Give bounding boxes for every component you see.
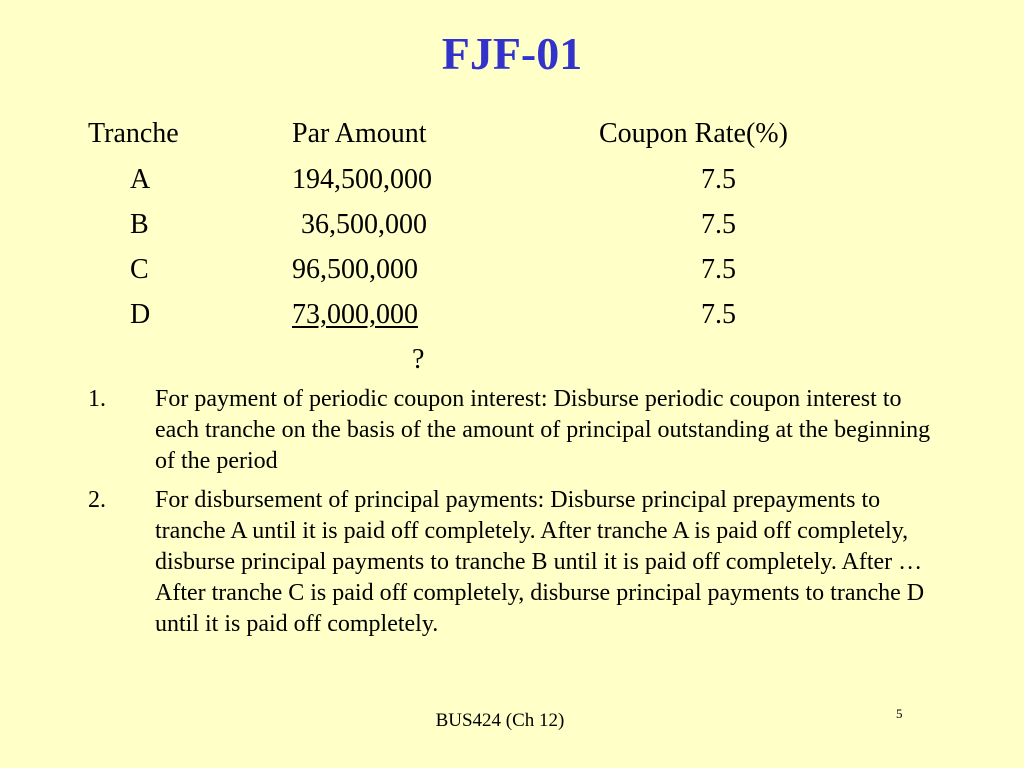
tranche-table	[0, 112, 1024, 382]
list-item-text: For disbursement of principal payments: Disburse principal prepayments to tranche A until it is paid off completely. After tranche A is paid off completely, disburse principal payments to tranche B until it is paid off completely. After … After tranche C is paid off completely, disburse principal payments to tranche D until it is paid off completely.	[155, 487, 925, 637]
list-item-text: For payment of periodic coupon interest: Disburse periodic coupon interest to each tranche on the basis of the amount of principal outstanding at the beginning of the period	[155, 386, 931, 474]
footer-course-label: BUS424 (Ch 12)	[435, 710, 565, 731]
slide-page-number: 5	[896, 706, 903, 721]
row-a-par: 194,500,000	[292, 164, 432, 195]
row-c-coupon: 7.5	[701, 254, 736, 285]
list-item-number: 1.	[88, 386, 106, 412]
row-d-tranche: D	[130, 299, 151, 330]
list-item	[88, 384, 938, 477]
row-c-tranche: C	[130, 254, 149, 285]
row-b-tranche: B	[130, 209, 149, 240]
row-a-coupon: 7.5	[701, 164, 736, 195]
row-b-par: 36,500,000	[301, 209, 427, 240]
row-c-par: 96,500,000	[292, 254, 418, 285]
header-par-amount: Par Amount	[292, 118, 427, 149]
list-item	[88, 485, 938, 640]
slide-title: FJF-01	[441, 28, 583, 79]
list-item-number: 2.	[88, 487, 106, 513]
header-coupon-rate: Coupon Rate(%)	[599, 118, 788, 149]
row-b-coupon: 7.5	[701, 209, 736, 240]
row-a-tranche: A	[130, 164, 151, 195]
total-par-amount: ?	[412, 344, 425, 375]
header-tranche: Tranche	[88, 118, 179, 149]
row-d-coupon: 7.5	[701, 299, 736, 330]
disbursement-rules	[88, 384, 938, 648]
row-d-par: 73,000,000	[292, 299, 418, 330]
